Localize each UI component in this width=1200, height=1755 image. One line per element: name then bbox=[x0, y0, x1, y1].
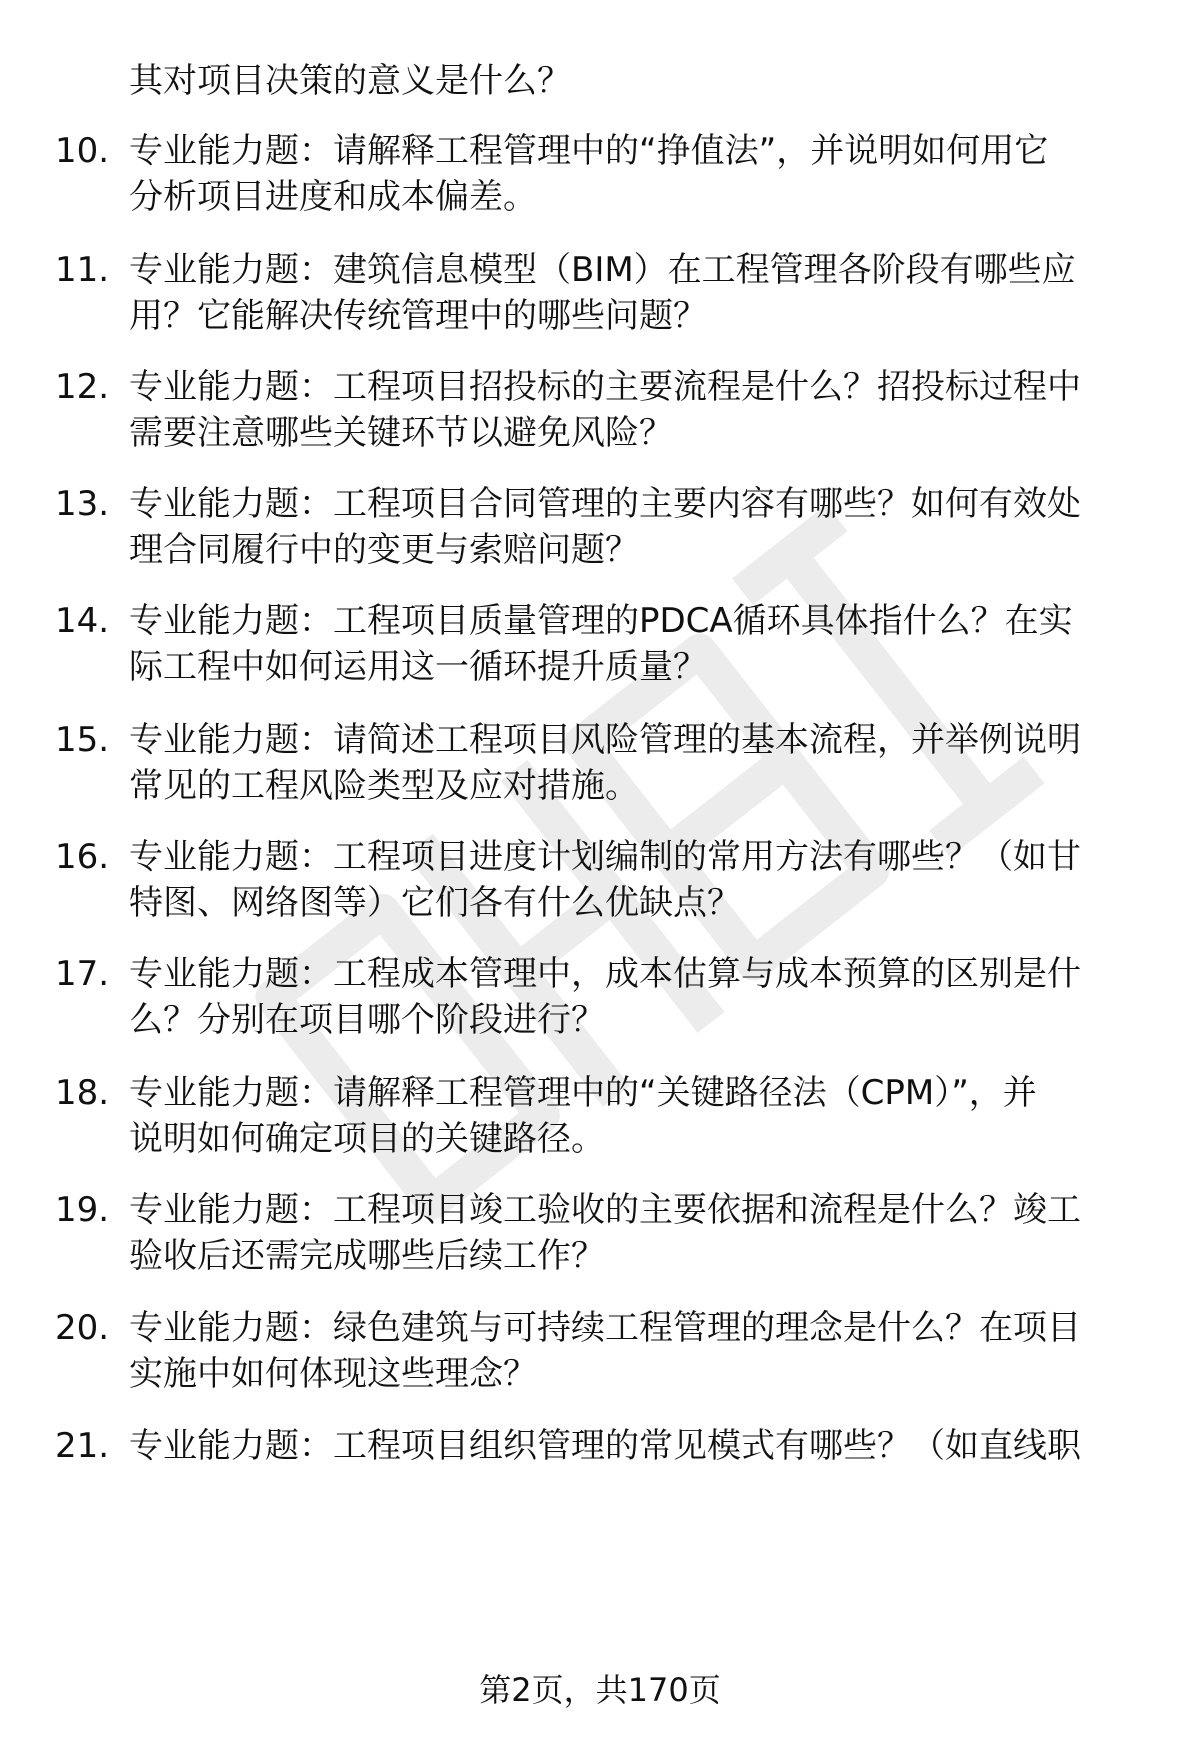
question-number: 21. bbox=[55, 1426, 110, 1466]
question-text: 专业能力题：建筑信息模型（BIM）在工程管理各阶段有哪些应 用？它能解决传统管理中的哪些问题？ bbox=[129, 250, 1076, 336]
question-number: 11. bbox=[55, 250, 110, 290]
question-number: 18. bbox=[55, 1073, 110, 1113]
question-number: 20. bbox=[55, 1308, 110, 1348]
question-number: 16. bbox=[55, 837, 110, 877]
question-text: 专业能力题：工程项目组织管理的常见模式有哪些？（如直线职 bbox=[129, 1426, 1081, 1466]
question-number: 15. bbox=[55, 720, 110, 760]
question-text: 专业能力题：绿色建筑与可持续工程管理的理念是什么？在项目 实施中如何体现这些理念？ bbox=[129, 1308, 1081, 1394]
question-text: 专业能力题：工程项目质量管理的PDCA循环具体指什么？在实 际工程中如何运用这一循环提升质量？ bbox=[129, 601, 1073, 687]
question-number: 10. bbox=[55, 131, 110, 171]
question-text: 专业能力题：工程项目招投标的主要流程是什么？招投标过程中 需要注意哪些关键环节以避免风险？ bbox=[129, 367, 1081, 453]
question-number: 12. bbox=[55, 367, 110, 407]
continuation-line: 其对项目决策的意义是什么？ bbox=[129, 61, 571, 101]
question-text: 专业能力题：请简述工程项目风险管理的基本流程，并举例说明 常见的工程风险类型及应对措施。 bbox=[129, 720, 1081, 806]
question-number: 19. bbox=[55, 1190, 110, 1230]
question-text: 专业能力题：请解释工程管理中的“关键路径法（CPM）”，并 说明如何确定项目的关键路径。 bbox=[129, 1073, 1037, 1159]
question-text: 专业能力题：工程项目进度计划编制的常用方法有哪些？（如甘 特图、网络图等）它们各有什么优缺点？ bbox=[129, 837, 1081, 923]
question-text: 专业能力题：请解释工程管理中的“挣值法”，并说明如何用它 分析项目进度和成本偏差。 bbox=[129, 131, 1049, 217]
page-footer: 第2页，共170页 bbox=[479, 1671, 721, 1709]
question-number: 13. bbox=[55, 484, 110, 524]
question-text: 专业能力题：工程成本管理中，成本估算与成本预算的区别是什 么？分别在项目哪个阶段进行？ bbox=[129, 954, 1081, 1040]
question-number: 14. bbox=[55, 601, 110, 641]
question-number: 17. bbox=[55, 954, 110, 994]
question-text: 专业能力题：工程项目竣工验收的主要依据和流程是什么？竣工 验收后还需完成哪些后续工作？ bbox=[129, 1190, 1081, 1276]
question-text: 专业能力题：工程项目合同管理的主要内容有哪些？如何有效处 理合同履行中的变更与索赔问题？ bbox=[129, 484, 1081, 570]
